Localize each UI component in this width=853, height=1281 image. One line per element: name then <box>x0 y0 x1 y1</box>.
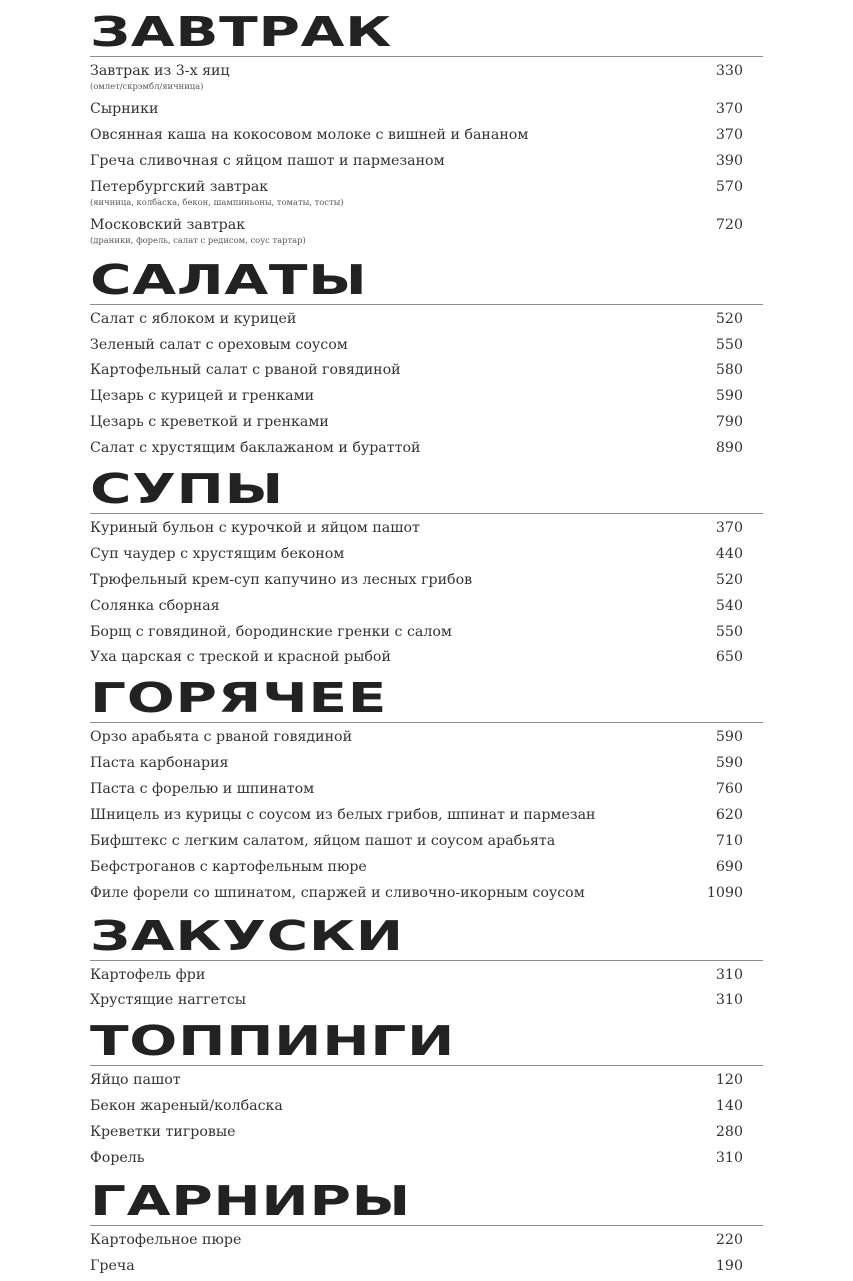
menu-item <box>90 778 763 804</box>
section-title: СУПЫ <box>90 465 284 514</box>
item-price: 890 <box>715 440 743 457</box>
item-price: 590 <box>715 755 743 772</box>
menu-item <box>90 334 763 360</box>
item-note: (омлет/скрэмбл/яичница) <box>90 81 204 91</box>
item-name: Шницель из курицы с соусом из белых грибов, шпинат и пармезан <box>90 807 596 824</box>
menu-item <box>90 214 763 252</box>
item-price: 790 <box>715 414 743 431</box>
menu-item <box>90 60 763 98</box>
section-divider <box>90 722 763 723</box>
menu-item <box>90 882 763 908</box>
section-divider <box>90 1225 763 1226</box>
item-price: 310 <box>715 966 743 983</box>
item-name: Салат с хрустящим баклажаном и бураттой <box>90 440 421 457</box>
item-name: Бифштекс с легким салатом, яйцом пашот и соусом арабьята <box>90 832 556 849</box>
item-name: Яйцо пашот <box>90 1072 181 1089</box>
menu-item <box>90 856 763 882</box>
menu-item <box>90 437 763 463</box>
item-price: 330 <box>715 63 743 79</box>
menu-item <box>90 176 763 214</box>
item-price: 190 <box>715 1257 743 1274</box>
menu-item <box>90 411 763 437</box>
menu-item <box>90 804 763 830</box>
item-price: 580 <box>715 362 743 379</box>
item-price: 370 <box>715 101 743 117</box>
item-price: 520 <box>715 571 743 588</box>
item-name: Овсянная каша на кокосовом молоке с вишней и бананом <box>90 126 529 143</box>
item-name: Цезарь с креветкой и гренками <box>90 414 329 431</box>
item-name: Греча <box>90 1257 135 1274</box>
item-name: Солянка сборная <box>90 597 220 614</box>
item-name: Борщ с говядиной, бородинские гренки с салом <box>90 623 452 640</box>
item-name: Форель <box>90 1150 145 1167</box>
item-price: 220 <box>715 1231 743 1248</box>
item-name: Сырники <box>90 101 159 117</box>
item-name: Уха царская с треской и красной рыбой <box>90 649 391 666</box>
menu-item <box>90 1147 763 1173</box>
section-soups <box>90 465 763 672</box>
menu-item <box>90 726 763 752</box>
item-name: Филе форели со шпинатом, спаржей и сливочно-икорным соусом <box>90 884 585 901</box>
section-breakfast <box>90 8 763 252</box>
menu-item <box>90 646 763 672</box>
item-name: Креветки тигровые <box>90 1124 236 1141</box>
section-title: ЗАВТРАК <box>90 8 393 56</box>
item-note: (яичница, колбаска, бекон, шампиньоны, томаты, тосты) <box>90 196 344 207</box>
item-name: Паста карбонария <box>90 755 229 772</box>
menu-item <box>90 150 763 176</box>
item-name: Цезарь с курицей и гренками <box>90 388 315 405</box>
item-name: Суп чаудер с хрустящим беконом <box>90 545 345 562</box>
item-name: Петербургский завтрак <box>90 178 269 195</box>
section-title: ТОППИНГИ <box>90 1017 456 1066</box>
menu-item <box>90 1255 763 1281</box>
section-title: ГАРНИРЫ <box>90 1176 411 1225</box>
menu-item <box>90 359 763 385</box>
menu-item <box>90 517 763 543</box>
section-title: ЗАКУСКИ <box>90 911 404 960</box>
item-price: 1090 <box>706 884 743 901</box>
menu-item <box>90 1069 763 1095</box>
item-name: Бекон жареный/колбаска <box>90 1098 283 1115</box>
menu-item <box>90 964 763 990</box>
section-title: САЛАТЫ <box>90 255 368 304</box>
item-price: 690 <box>715 858 743 875</box>
section-salads <box>90 256 763 463</box>
item-name: Картофельное пюре <box>90 1231 242 1248</box>
menu-item <box>90 308 763 334</box>
item-price: 540 <box>715 597 743 614</box>
menu-page <box>90 8 763 1281</box>
item-name: Картофельный салат с рваной говядиной <box>90 362 401 379</box>
item-price: 720 <box>715 216 743 233</box>
item-price: 590 <box>715 388 743 405</box>
menu-item <box>90 830 763 856</box>
item-price: 590 <box>715 729 743 746</box>
section-divider <box>90 1065 763 1066</box>
section-side-dishes <box>90 1177 763 1281</box>
item-price: 570 <box>715 178 743 195</box>
menu-item <box>90 989 763 1015</box>
item-price: 140 <box>715 1098 743 1115</box>
section-hot-dishes <box>90 674 763 907</box>
item-price: 620 <box>715 807 743 824</box>
menu-item <box>90 1095 763 1121</box>
section-snacks <box>90 912 763 1016</box>
item-price: 550 <box>715 336 743 353</box>
item-name: Куриный бульон с курочкой и яйцом пашот <box>90 520 420 537</box>
item-name: Зеленый салат с ореховым соусом <box>90 336 348 353</box>
item-note: (драники, форель, салат с редисом, соус тартар) <box>90 234 306 245</box>
menu-item <box>90 595 763 621</box>
section-toppings <box>90 1017 763 1173</box>
item-price: 390 <box>715 152 743 169</box>
item-price: 310 <box>715 1150 743 1167</box>
menu-item <box>90 752 763 778</box>
item-price: 650 <box>715 649 743 666</box>
item-name: Московский завтрак <box>90 216 246 233</box>
section-divider <box>90 513 763 514</box>
item-name: Бефстроганов с картофельным пюре <box>90 858 367 875</box>
item-price: 120 <box>715 1072 743 1089</box>
item-price: 370 <box>715 126 743 143</box>
item-price: 550 <box>715 623 743 640</box>
section-divider <box>90 56 763 57</box>
menu-item <box>90 124 763 150</box>
item-price: 440 <box>715 545 743 562</box>
section-title: ГОРЯЧЕЕ <box>90 674 388 723</box>
item-price: 310 <box>715 992 743 1009</box>
item-name: Трюфельный крем-суп капучино из лесных грибов <box>90 571 473 588</box>
item-name: Завтрак из 3-х яиц <box>90 63 230 79</box>
item-price: 370 <box>715 520 743 537</box>
item-name: Паста с форелью и шпинатом <box>90 781 315 798</box>
item-name: Орзо арабьята с рваной говядиной <box>90 729 353 746</box>
menu-item <box>90 1121 763 1147</box>
item-name: Хрустящие наггетсы <box>90 992 247 1009</box>
section-divider <box>90 304 763 305</box>
item-price: 280 <box>715 1124 743 1141</box>
section-divider <box>90 960 763 961</box>
menu-item <box>90 98 763 124</box>
item-price: 520 <box>715 310 743 327</box>
item-price: 760 <box>715 781 743 798</box>
item-name: Картофель фри <box>90 966 206 983</box>
menu-item <box>90 543 763 569</box>
menu-item <box>90 1229 763 1255</box>
item-price: 710 <box>715 832 743 849</box>
menu-item <box>90 621 763 647</box>
menu-item <box>90 569 763 595</box>
item-name: Греча сливочная с яйцом пашот и пармезаном <box>90 152 445 169</box>
item-name: Салат с яблоком и курицей <box>90 310 297 327</box>
menu-item <box>90 385 763 411</box>
